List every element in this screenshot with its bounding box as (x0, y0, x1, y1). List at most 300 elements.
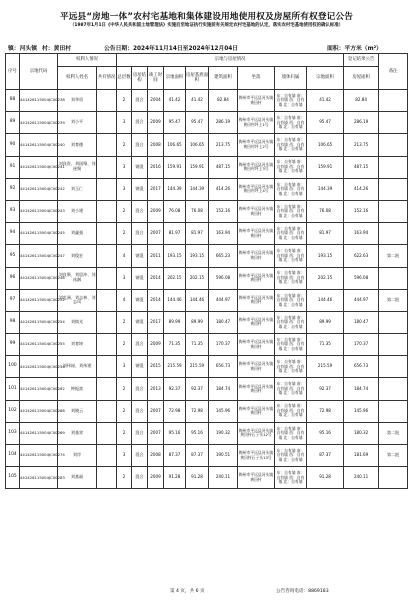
table-header (6, 54, 408, 90)
page-number: 第 4 页，共 6 页 (170, 589, 205, 594)
cell-parcel-area: 89.99 (164, 311, 186, 333)
cell-co-owner (97, 467, 117, 489)
cell-year: 2009 (148, 200, 164, 222)
cell-parcel-area: 95.47 (164, 112, 186, 134)
cell-owner: 刘小平 (58, 112, 97, 134)
table-row (6, 200, 408, 222)
col-code: 宗地代码 (20, 54, 58, 90)
table-row (6, 356, 408, 378)
cell-walls: 东：自有墙 南：自有墙 西：自有墙 北：自有墙 (275, 156, 307, 178)
cell-floors: 2 (117, 200, 132, 222)
cell-parcel-area: 106.65 (164, 134, 186, 156)
cell-location: 梅州市平远县河头镇黄田村 (238, 223, 275, 245)
cell-structure: 混合 (132, 90, 148, 112)
cell-build-area: 145.96 (209, 400, 238, 422)
cell-structure: 钢混 (132, 156, 148, 178)
table-row (6, 178, 408, 200)
cell-location: 梅州市平远县河头镇黄田村 (238, 378, 275, 400)
cell-parcel-area: 41.42 (164, 90, 186, 112)
cell-reg-build: 286.19 (344, 112, 379, 134)
cell-walls: 东：自有墙 南：自有墙 西：自有墙 北：自有墙 (275, 223, 307, 245)
cell-walls: 东：自有墙 南：自有墙 西：自有墙 北：自有墙 (275, 445, 307, 467)
cell-remark (379, 156, 408, 178)
cell-no: 104 (6, 445, 20, 467)
cell-build-area: 152.16 (209, 200, 238, 222)
cell-year: 2014 (148, 289, 164, 311)
cell-base-area: 81.97 (186, 223, 209, 245)
cell-base-area: 89.99 (186, 311, 209, 333)
cell-remark (379, 400, 408, 422)
cell-year: 2011 (148, 245, 164, 267)
cell-parcel-area: 144.39 (164, 178, 186, 200)
cell-floors: 4 (117, 289, 132, 311)
cell-base-area: 202.15 (186, 267, 209, 289)
cell-location: 梅州市平远县河头镇黄田村 (238, 334, 275, 356)
col-base-area: 房屋基底面积 (186, 67, 209, 90)
cell-base-area: 87.37 (186, 445, 209, 467)
announcement-period: 公告日期：2024年11月14日至2024年12月04日 (104, 46, 239, 52)
cell-reg-parcel: 89.99 (307, 311, 344, 333)
cell-reg-build: 163.94 (344, 223, 379, 245)
col-floors: 总层数 (117, 67, 132, 90)
cell-build-area: 213.75 (209, 134, 238, 156)
cell-owner: 刘华贵 (58, 90, 97, 112)
cell-reg-build: 181.69 (344, 445, 379, 467)
cell-remark: 第二批 (379, 245, 408, 267)
cell-build-area: 184.74 (209, 378, 238, 400)
cell-owner: 刘良聚、刘思冲、刘冰淋 (58, 267, 97, 289)
table-row (6, 311, 408, 333)
cell-structure: 混合 (132, 223, 148, 245)
cell-remark (379, 356, 408, 378)
cell-base-area: 71.35 (186, 334, 209, 356)
cell-year: 2015 (148, 356, 164, 378)
cell-location: 梅州市平远县河头镇黄田村 (238, 245, 275, 267)
cell-co-owner (97, 445, 117, 467)
cell-owner: 刘鑫强 (58, 223, 97, 245)
cell-no: 100 (6, 356, 20, 378)
cell-floors: 3 (117, 445, 132, 467)
cell-floors: 3 (117, 267, 132, 289)
cell-co-owner (97, 267, 117, 289)
cell-structure: 钢混 (132, 311, 148, 333)
cell-year: 2014 (148, 267, 164, 289)
cell-no: 103 (6, 422, 20, 444)
cell-base-area: 41.42 (186, 90, 209, 112)
cell-floors: 3 (117, 178, 132, 200)
cell-walls: 东：自有墙 南：自有墙 西：自有墙 北：自有墙 (275, 467, 307, 489)
cell-base-area: 76.08 (186, 200, 209, 222)
cell-reg-parcel: 159.91 (307, 156, 344, 178)
cell-year: 2007 (148, 422, 164, 444)
col-group-registration: 登记结果公告 (344, 54, 379, 67)
cell-co-owner (97, 311, 117, 333)
cell-base-area: 72.98 (186, 400, 209, 422)
cell-reg-parcel: 193.15 (307, 245, 344, 267)
cell-owner: 刘育坤 (58, 334, 97, 356)
cell-co-owner (97, 178, 117, 200)
cell-parcel-area: 91.28 (164, 467, 186, 489)
cell-reg-build: 444.97 (344, 289, 379, 311)
cell-remark: 第二批 (379, 445, 408, 467)
cell-co-owner (97, 223, 117, 245)
cell-location: 梅州市平远县河头镇黄田村 (238, 356, 275, 378)
table-row (6, 289, 408, 311)
cell-owner: 刘伟禄、刘伟建 (58, 356, 97, 378)
cell-parcel-area: 159.91 (164, 156, 186, 178)
cell-base-area: 159.91 (186, 156, 209, 178)
cell-parcel-area: 202.15 (164, 267, 186, 289)
cell-location: 梅州市平远县河头镇黄田村 (238, 200, 275, 222)
cell-remark (379, 267, 408, 289)
cell-structure: 混合 (132, 200, 148, 222)
cell-reg-parcel: 144.46 (307, 289, 344, 311)
cell-reg-build: 170.37 (344, 334, 379, 356)
cell-owner: 刘焕光 (58, 311, 97, 333)
table-row (6, 223, 408, 245)
cell-build-area: 82.84 (209, 90, 238, 112)
cell-year: 2007 (148, 223, 164, 245)
col-parcel-area: 宗地面积 (164, 67, 186, 90)
table-row (6, 156, 408, 178)
cell-reg-parcel: 215.59 (307, 356, 344, 378)
cell-reg-build: 145.96 (344, 400, 379, 422)
cell-structure: 混合 (132, 134, 148, 156)
cell-co-owner (97, 334, 117, 356)
cell-code: 441426115004JC00268 (20, 400, 58, 422)
col-year: 竣工时间 (148, 67, 164, 90)
cell-build-area: 240.11 (209, 467, 238, 489)
cell-base-area: 95.47 (186, 112, 209, 134)
cell-code: 441426115004JC00239 (20, 112, 58, 134)
cell-reg-build: 184.74 (344, 378, 379, 400)
cell-remark: 第二批 (379, 422, 408, 444)
cell-reg-parcel: 106.65 (307, 134, 344, 156)
cell-remark (379, 378, 408, 400)
table-row (6, 267, 408, 289)
cell-floors: 3 (117, 112, 132, 134)
cell-reg-parcel: 76.08 (307, 200, 344, 222)
cell-base-area: 95.16 (186, 422, 209, 444)
cell-parcel-area: 81.97 (164, 223, 186, 245)
cell-reg-parcel: 87.37 (307, 445, 344, 467)
cell-build-area: 665.23 (209, 245, 238, 267)
cell-reg-parcel: 41.42 (307, 90, 344, 112)
town-label: 镇：河头镇 (8, 46, 37, 52)
cell-code: 441426115004JC00254 (20, 311, 58, 333)
cell-code: 441426115004JC00283 (20, 467, 58, 489)
cell-location: 梅州市平远县河头镇黄田村 (238, 90, 275, 112)
cell-code: 441426115004JC00248 (20, 267, 58, 289)
cell-year: 2004 (148, 90, 164, 112)
cell-reg-parcel: 202.15 (307, 267, 344, 289)
cell-co-owner (97, 134, 117, 156)
cell-remark (379, 467, 408, 489)
cell-co-owner (97, 156, 117, 178)
cell-code: 441426115004JC00256 (20, 356, 58, 378)
cell-co-owner (97, 356, 117, 378)
cell-reg-build: 656.73 (344, 356, 379, 378)
cell-no: 105 (6, 467, 20, 489)
cell-walls: 东：自有墙 南：自有墙 西：自有墙 北：自有墙 (275, 289, 307, 311)
cell-remark (379, 200, 408, 222)
cell-no: 91 (6, 156, 20, 178)
cell-walls: 东：自有墙 南：自有墙 西：自有墙 北：自有墙 (275, 400, 307, 422)
cell-floors: 2 (117, 422, 132, 444)
cell-year: 2009 (148, 467, 164, 489)
cell-owner: 钟振富 (58, 378, 97, 400)
cell-floors: 2 (117, 311, 132, 333)
cell-owner: 刘玉仁 (58, 178, 97, 200)
cell-co-owner (97, 200, 117, 222)
cell-reg-parcel: 95.16 (307, 422, 344, 444)
cell-year: 2009 (148, 334, 164, 356)
cell-no: 101 (6, 378, 20, 400)
page-subtitle: （1987年1月1日《中华人民共和国土地管理法》实施后至地证执行实施前有关规定农村宅基地的认定，落实农村宅基地使用权的确认标准） (70, 23, 343, 28)
col-no: 序号 (6, 54, 20, 90)
cell-reg-build: 180.32 (344, 422, 379, 444)
cell-code: 441426115004JC00242 (20, 178, 58, 200)
cell-build-area: 190.32 (209, 422, 238, 444)
cell-location: 梅州市平远县河头镇黄田村 (238, 289, 275, 311)
cell-year: 2007 (148, 400, 164, 422)
cell-owner: 刘俊宏 (58, 245, 97, 267)
cell-floors: 4 (117, 245, 132, 267)
cell-location: 梅州市平远县河头镇黄田村坪上3号 (238, 156, 275, 178)
cell-parcel-area: 72.98 (164, 400, 186, 422)
cell-code: 441426115004JC00255 (20, 334, 58, 356)
cell-co-owner (97, 289, 117, 311)
cell-co-owner (97, 378, 117, 400)
table-row (6, 422, 408, 444)
cell-reg-parcel: 95.47 (307, 112, 344, 134)
table-row (6, 245, 408, 267)
table-body (6, 90, 408, 489)
cell-no: 99 (6, 334, 20, 356)
cell-structure: 混合 (132, 400, 148, 422)
cell-structure: 混合 (132, 378, 148, 400)
cell-parcel-area: 76.08 (164, 200, 186, 222)
cell-floors: 2 (117, 90, 132, 112)
cell-structure: 混合 (132, 112, 148, 134)
cell-co-owner (97, 245, 117, 267)
cell-build-area: 656.73 (209, 356, 238, 378)
cell-floors: 2 (117, 400, 132, 422)
cell-location: 梅州市平远县河头镇黄田村坪上1号 (238, 112, 275, 134)
cell-remark (379, 223, 408, 245)
cell-build-area: 170.37 (209, 334, 238, 356)
table-row (6, 90, 408, 112)
cell-reg-parcel: 81.97 (307, 223, 344, 245)
cell-location: 梅州市平远县河头镇黄田村 (238, 400, 275, 422)
cell-floors: 2 (117, 134, 132, 156)
col-co-owner: 共有情况 (97, 67, 117, 90)
cell-remark (379, 311, 408, 333)
cell-structure: 钢混 (132, 178, 148, 200)
cell-no: 92 (6, 178, 20, 200)
cell-parcel-area: 215.59 (164, 356, 186, 378)
col-reg-parcel: 宗地面积 (307, 67, 344, 90)
cell-walls: 东：自有墙 南：自有墙 西：自有墙 北：自有墙 (275, 267, 307, 289)
cell-year: 2013 (148, 378, 164, 400)
cell-reg-build: 213.75 (344, 134, 379, 156)
village-label: 村：黄田村 (42, 46, 71, 52)
cell-code: 441426115004JC00274 (20, 445, 58, 467)
cell-location: 梅州市平远县河头镇黄田村坪上4号 (238, 178, 275, 200)
cell-structure: 钢混 (132, 289, 148, 311)
col-remark: 备注 (379, 54, 408, 90)
cell-structure: 钢混 (132, 245, 148, 267)
cell-parcel-area: 144.46 (164, 289, 186, 311)
cell-walls: 东：自有墙 南：自有墙 西：自有墙 北：自有墙 (275, 112, 307, 134)
cell-code: 441426115004JC00247 (20, 245, 58, 267)
cell-base-area: 144.39 (186, 178, 209, 200)
cell-base-area: 91.28 (186, 467, 209, 489)
col-owner: 权利人姓名 (58, 67, 97, 90)
cell-reg-build: 596.08 (344, 267, 379, 289)
cell-build-area: 180.47 (209, 311, 238, 333)
cell-code: 441426115004JC00238 (20, 90, 58, 112)
col-structure: 房屋结构 (132, 67, 148, 90)
cell-co-owner (97, 90, 117, 112)
table-row (6, 112, 408, 134)
cell-walls: 东：自有墙 南：自有墙 西：自有墙 北：自有墙 (275, 90, 307, 112)
table-row (6, 445, 408, 467)
cell-no: 94 (6, 223, 20, 245)
cell-location: 梅州市平远县河头镇黄田村石子头12号 (238, 422, 275, 444)
cell-reg-build: 180.47 (344, 311, 379, 333)
cell-owner: 刘育德 (58, 134, 97, 156)
cell-reg-parcel: 72.98 (307, 400, 344, 422)
registration-table (5, 53, 408, 489)
cell-walls: 东：自有墙 南：自有墙 西：自有墙 北：自有墙 (275, 356, 307, 378)
cell-parcel-area: 95.16 (164, 422, 186, 444)
cell-floors: 2 (117, 334, 132, 356)
cell-remark (379, 334, 408, 356)
cell-base-area: 144.46 (186, 289, 209, 311)
cell-floors: 2 (117, 378, 132, 400)
cell-owner: 刘岸 (58, 445, 97, 467)
cell-build-area: 444.97 (209, 289, 238, 311)
cell-build-area: 190.51 (209, 445, 238, 467)
cell-code: 441426115004JC00243 (20, 200, 58, 222)
cell-parcel-area: 92.37 (164, 378, 186, 400)
cell-reg-parcel: 91.28 (307, 467, 344, 489)
cell-remark (379, 134, 408, 156)
cell-structure: 钢混 (132, 356, 148, 378)
cell-walls: 东：自有墙 南：自有墙 西：自有墙 北：自有墙 (275, 311, 307, 333)
cell-year: 2008 (148, 134, 164, 156)
cell-no: 90 (6, 134, 20, 156)
table-row (6, 378, 408, 400)
cell-walls: 东：自有墙 南：自有墙 西：自有墙 北：自有墙 (275, 178, 307, 200)
cell-no: 89 (6, 112, 20, 134)
col-group-parcel: 宗地与房屋情况 (117, 54, 344, 67)
cell-year: 2017 (148, 311, 164, 333)
cell-remark: 第二批 (379, 289, 408, 311)
table-row (6, 467, 408, 489)
cell-base-area: 106.65 (186, 134, 209, 156)
table-row (6, 400, 408, 422)
cell-no: 97 (6, 289, 20, 311)
cell-co-owner (97, 422, 117, 444)
cell-structure: 混合 (132, 334, 148, 356)
cell-structure: 混合 (132, 422, 148, 444)
cell-code: 441426115004JC00269 (20, 422, 58, 444)
page-title: 平远县“房地一体”农村宅基地和集体建设用地使用权及房屋所有权登记公告 (59, 12, 354, 22)
contact-phone: 公告咨询电话：8869183 (276, 589, 329, 594)
cell-base-area: 92.37 (186, 378, 209, 400)
cell-year: 2008 (148, 445, 164, 467)
cell-reg-parcel: 92.37 (307, 378, 344, 400)
cell-walls: 东：自有墙 南：自有墙 西：自有墙 北：自有墙 (275, 334, 307, 356)
cell-owner: 刘小建 (58, 200, 97, 222)
cell-walls: 东：自有墙 南：自有墙 西：自有墙 北：自有墙 (275, 245, 307, 267)
cell-base-area: 193.15 (186, 245, 209, 267)
cell-build-area: 487.15 (209, 156, 238, 178)
cell-owner: 刘基荣 (58, 422, 97, 444)
col-group-rights: 权利人情况 (58, 54, 117, 67)
cell-floors: 3 (117, 156, 132, 178)
cell-parcel-area: 87.37 (164, 445, 186, 467)
col-build-area: 建筑面积 (209, 67, 238, 90)
cell-structure: 混合 (132, 467, 148, 489)
cell-location: 梅州市平远县河头镇黄田村 (238, 311, 275, 333)
cell-reg-parcel: 144.39 (307, 178, 344, 200)
cell-owner: 刘基福 (58, 467, 97, 489)
cell-owner: 刘晓云 (58, 400, 97, 422)
cell-co-owner (97, 112, 117, 134)
cell-no: 95 (6, 245, 20, 267)
cell-no: 88 (6, 90, 20, 112)
cell-code: 441426115004JC00252 (20, 289, 58, 311)
cell-no: 93 (6, 200, 20, 222)
cell-parcel-area: 193.15 (164, 245, 186, 267)
cell-walls: 东：自有墙 南：自有墙 西：自有墙 北：自有墙 (275, 200, 307, 222)
cell-year: 2016 (148, 156, 164, 178)
cell-base-area: 215.59 (186, 356, 209, 378)
cell-location: 梅州市平远县河头镇黄田村 (238, 267, 275, 289)
cell-no: 96 (6, 267, 20, 289)
cell-remark (379, 112, 408, 134)
cell-owner: 刘良贵、刘国聚、刘迷聚 (58, 156, 97, 178)
col-reg-build: 房屋面积 (344, 67, 379, 90)
table-row (6, 134, 408, 156)
cell-reg-parcel: 71.35 (307, 334, 344, 356)
cell-walls: 东：自有墙 南：自有墙 西：自有墙 北：自有墙 (275, 134, 307, 156)
cell-code: 441426115004JC00245 (20, 223, 58, 245)
cell-floors: 2 (117, 467, 132, 489)
cell-build-area: 596.08 (209, 267, 238, 289)
cell-reg-build: 487.15 (344, 156, 379, 178)
cell-floors: 3 (117, 356, 132, 378)
cell-no: 98 (6, 311, 20, 333)
cell-remark (379, 90, 408, 112)
table-row (6, 334, 408, 356)
cell-no: 102 (6, 400, 20, 422)
cell-co-owner (97, 400, 117, 422)
cell-reg-build: 414.26 (344, 178, 379, 200)
col-location: 坐落 (238, 67, 275, 90)
cell-parcel-area: 71.35 (164, 334, 186, 356)
area-unit: 面积：平方米（m²） (327, 46, 382, 52)
col-walls: 墙体归属 (275, 67, 307, 90)
cell-location: 梅州市平远县河头镇黄田村 (238, 467, 275, 489)
cell-build-area: 163.94 (209, 223, 238, 245)
cell-structure: 混合 (132, 445, 148, 467)
cell-year: 2009 (148, 112, 164, 134)
cell-code: 441426115004JC00262 (20, 378, 58, 400)
